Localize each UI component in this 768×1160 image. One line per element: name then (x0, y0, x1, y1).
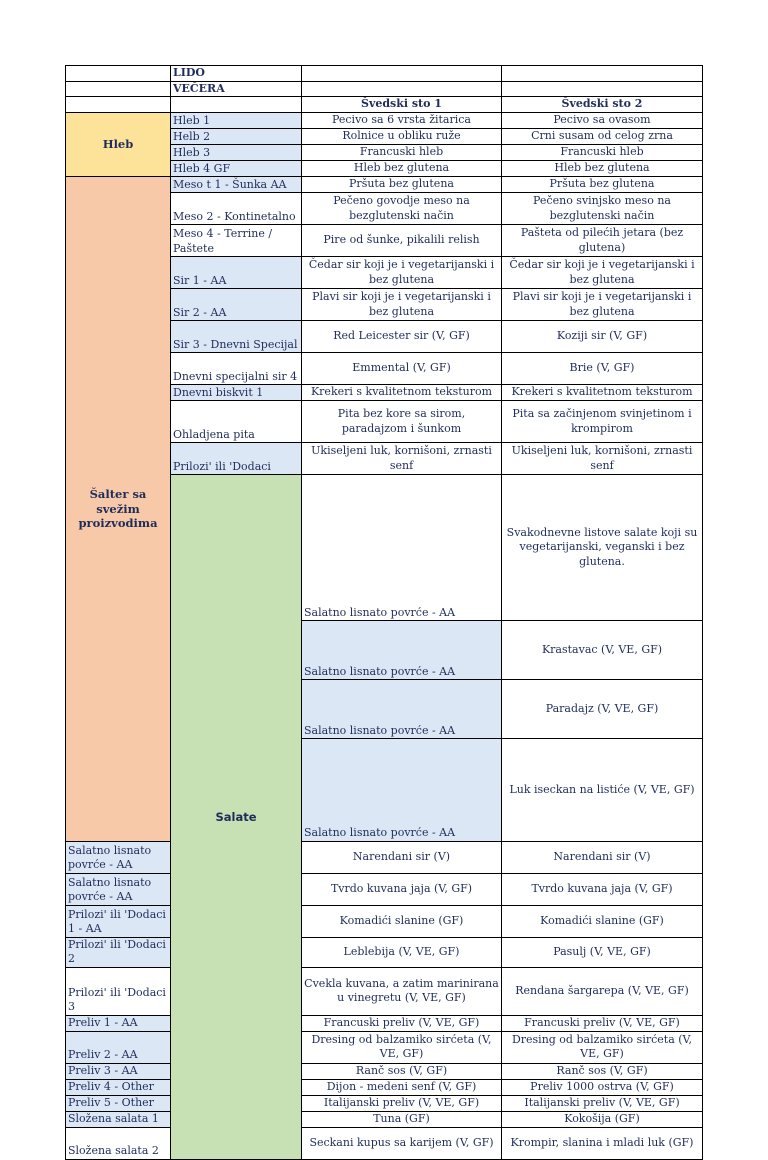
row-label: Dnevni specijalni sir 4 (171, 353, 302, 385)
dish-buffet-1: Komadići slanine (GF) (302, 905, 502, 937)
dish-buffet-1: Svakodnevne listove salate koji su vegetarijanski, veganski i bez glutena. (502, 475, 703, 621)
row-label: Preliv 5 - Other (66, 1095, 171, 1111)
table-row (66, 1127, 703, 1159)
section-hleb: Hleb (66, 113, 171, 177)
dish-buffet-1: Italijanski preliv (V, VE, GF) (302, 1095, 502, 1111)
table-row (66, 1079, 703, 1095)
row-label: Prilozi' ili 'Dodaci (171, 443, 302, 475)
restaurant-name: LIDO (171, 66, 302, 82)
dish-buffet-1: Tuna (GF) (302, 1111, 502, 1127)
table-row (66, 967, 703, 1015)
dish-buffet-1: Pečeno govodje meso na bezglutenski način (302, 193, 502, 225)
dish-buffet-2: Pašteta od pilećih jetara (bez glutena) (502, 225, 703, 257)
empty-cell (502, 66, 703, 82)
dish-buffet-1: Cvekla kuvana, a zatim marinirana u vinegretu (V, VE, GF) (302, 967, 502, 1015)
empty-cell (171, 97, 302, 113)
dish-buffet-1: Ranč sos (V, GF) (302, 1063, 502, 1079)
table-row (66, 1015, 703, 1031)
dish-buffet-2: Ukiseljeni luk, kornišoni, zrnasti senf (502, 443, 703, 475)
dish-buffet-2: Crni susam od celog zrna (502, 129, 703, 145)
row-label: Složena salata 2 (66, 1127, 171, 1159)
table-row (66, 113, 703, 129)
dish-buffet-1: Seckani kupus sa karijem (V, GF) (302, 1127, 502, 1159)
dish-buffet-2: Pečeno svinjsko meso na bezglutenski način (502, 193, 703, 225)
dish-buffet-1: Pire od šunke, pikalili relish (302, 225, 502, 257)
dish-buffet-2: Pita sa začinjenom svinjetinom i krompirom (502, 401, 703, 443)
empty-cell (302, 66, 502, 82)
row-label: Salatno lisnato povrće - AA (302, 739, 502, 842)
section-salter: Šalter sa svežim proizvodima (66, 177, 171, 842)
row-label: Sir 1 - AA (171, 257, 302, 289)
dish-buffet-1: Dresing od balzamiko sirćeta (V, VE, GF) (302, 1031, 502, 1063)
dish-buffet-1: Leblebija (V, VE, GF) (302, 937, 502, 967)
dish-buffet-2: Brie (V, GF) (502, 353, 703, 385)
dish-buffet-1: Krastavac (V, VE, GF) (502, 621, 703, 680)
empty-cell (66, 81, 171, 97)
dish-buffet-2: Pasulj (V, VE, GF) (502, 937, 703, 967)
table-row (66, 873, 703, 905)
dish-buffet-1: Emmental (V, GF) (302, 353, 502, 385)
dish-buffet-2: Koziji sir (V, GF) (502, 321, 703, 353)
table-row (66, 1095, 703, 1111)
dish-buffet-2: Francuski hleb (502, 145, 703, 161)
row-label: Salatno lisnato povrće - AA (302, 680, 502, 739)
table-row (66, 1063, 703, 1079)
empty-cell (66, 97, 171, 113)
table-row (66, 937, 703, 967)
row-label: Hleb 3 (171, 145, 302, 161)
dish-buffet-2: Pršuta bez glutena (502, 177, 703, 193)
dish-buffet-1: Plavi sir koji je i vegetarijanski i bez glutena (302, 289, 502, 321)
dish-buffet-1: Red Leicester sir (V, GF) (302, 321, 502, 353)
row-label: Prilozi' ili 'Dodaci 2 (66, 937, 171, 967)
dish-buffet-1: Dijon - medeni senf (V, GF) (302, 1079, 502, 1095)
dish-buffet-2: Preliv 1000 ostrva (V, GF) (502, 1079, 703, 1095)
row-label: Hleb 4 GF (171, 161, 302, 177)
dish-buffet-1: Francuski hleb (302, 145, 502, 161)
dish-buffet-2: Dresing od balzamiko sirćeta (V, VE, GF) (502, 1031, 703, 1063)
empty-cell (66, 66, 171, 82)
dish-buffet-1: Pita bez kore sa sirom, paradajzom i šunkom (302, 401, 502, 443)
dish-buffet-2: Krompir, slanina i mladi luk (GF) (502, 1127, 703, 1159)
row-label: Preliv 3 - AA (66, 1063, 171, 1079)
dish-buffet-1: Tvrdo kuvana jaja (V, GF) (302, 873, 502, 905)
dish-buffet-1: Čedar sir koji je i vegetarijanski i bez glutena (302, 257, 502, 289)
dish-buffet-2: Italijanski preliv (V, VE, GF) (502, 1095, 703, 1111)
row-label: Preliv 2 - AA (66, 1031, 171, 1063)
dish-buffet-2: Kokošija (GF) (502, 1111, 703, 1127)
row-label: Preliv 4 - Other (66, 1079, 171, 1095)
dish-buffet-2: Francuski preliv (V, VE, GF) (502, 1015, 703, 1031)
row-label: Meso t 1 - Šunka AA (171, 177, 302, 193)
dish-buffet-1: Francuski preliv (V, VE, GF) (302, 1015, 502, 1031)
table-row (66, 905, 703, 937)
row-label: Sir 3 - Dnevni Specijal (171, 321, 302, 353)
row-label: Helb 2 (171, 129, 302, 145)
row-label: Hleb 1 (171, 113, 302, 129)
row-label: Preliv 1 - AA (66, 1015, 171, 1031)
dish-buffet-2: Krekeri s kvalitetnom teksturom (502, 385, 703, 401)
row-label: Dnevni biskvit 1 (171, 385, 302, 401)
meal-name: VEČERA (171, 81, 302, 97)
row-label: Salatno lisnato povrće - AA (66, 873, 171, 905)
column-header-2: Švedski sto 2 (502, 97, 703, 113)
dish-buffet-2: Plavi sir koji je i vegetarijanski i bez glutena (502, 289, 703, 321)
table-row (66, 1111, 703, 1127)
dish-buffet-1: Pecivo sa 6 vrsta žitarica (302, 113, 502, 129)
dish-buffet-1: Paradajz (V, VE, GF) (502, 680, 703, 739)
dish-buffet-1: Pršuta bez glutena (302, 177, 502, 193)
row-label: Prilozi' ili 'Dodaci 1 - AA (66, 905, 171, 937)
dish-buffet-2: Rendana šargarepa (V, VE, GF) (502, 967, 703, 1015)
dish-buffet-2: Hleb bez glutena (502, 161, 703, 177)
table-row (66, 177, 703, 193)
table-row (66, 841, 703, 873)
row-label: Ohladjena pita (171, 401, 302, 443)
dish-buffet-2: Komadići slanine (GF) (502, 905, 703, 937)
dish-buffet-1: Ukiseljeni luk, kornišoni, zrnasti senf (302, 443, 502, 475)
dish-buffet-2: Pecivo sa ovasom (502, 113, 703, 129)
row-label: Prilozi' ili 'Dodaci 3 (66, 967, 171, 1015)
section-salate: Salate (171, 475, 302, 1160)
column-header-1: Švedski sto 1 (302, 97, 502, 113)
dish-buffet-1: Rolnice u obliku ruže (302, 129, 502, 145)
row-label: Meso 4 - Terrine / Paštete (171, 225, 302, 257)
row-label: Meso 2 - Kontinetalno (171, 193, 302, 225)
row-label: Salatno lisnato povrće - AA (302, 475, 502, 621)
dish-buffet-1: Hleb bez glutena (302, 161, 502, 177)
row-label: Sir 2 - AA (171, 289, 302, 321)
row-label: Salatno lisnato povrće - AA (302, 621, 502, 680)
table-row (66, 1031, 703, 1063)
dish-buffet-2: Ranč sos (V, GF) (502, 1063, 703, 1079)
row-label: Salatno lisnato povrće - AA (66, 841, 171, 873)
empty-cell (502, 81, 703, 97)
dish-buffet-1: Narendani sir (V) (302, 841, 502, 873)
menu-table (65, 65, 703, 1160)
dish-buffet-2: Tvrdo kuvana jaja (V, GF) (502, 873, 703, 905)
dish-buffet-1: Luk iseckan na listiće (V, VE, GF) (502, 739, 703, 842)
row-label: Složena salata 1 (66, 1111, 171, 1127)
dish-buffet-2: Čedar sir koji je i vegetarijanski i bez glutena (502, 257, 703, 289)
empty-cell (302, 81, 502, 97)
dish-buffet-1: Krekeri s kvalitetnom teksturom (302, 385, 502, 401)
dish-buffet-2: Narendani sir (V) (502, 841, 703, 873)
